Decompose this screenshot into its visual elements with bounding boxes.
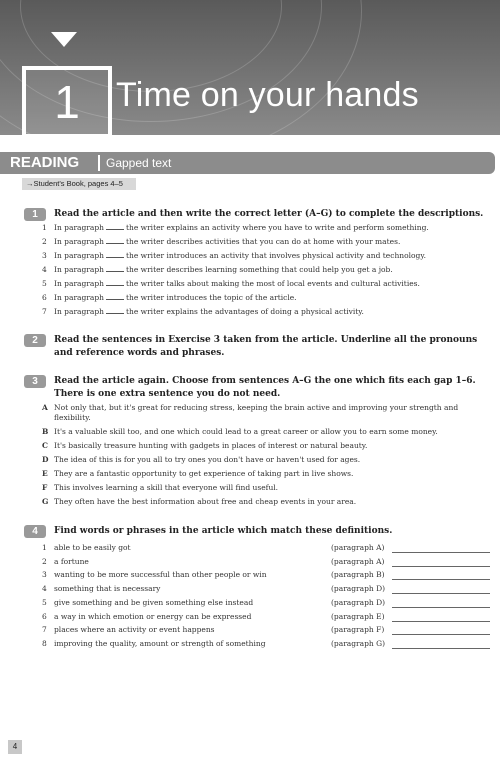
definition-text: wanting to be more successful than other people or win [54, 570, 267, 580]
paragraph-reference: (paragraph D) [331, 597, 386, 607]
section-subtitle: Gapped text [106, 156, 172, 170]
item-text: the writer explains an activity where you have to write and perform something. [126, 223, 429, 232]
section-name: READING [10, 154, 80, 171]
option-letter: F [42, 483, 48, 492]
paragraph-reference: (paragraph F) [331, 625, 385, 635]
item-text: the writer describes learning something that could help you get a job. [126, 265, 393, 274]
option-text: They often have the best information about free and cheap events in your area. [54, 497, 357, 506]
paragraph-reference: (paragraph B) [331, 570, 385, 580]
item-number: 3 [42, 570, 47, 580]
answer-blank[interactable] [106, 271, 124, 272]
definition-item [42, 570, 267, 580]
item-number: 7 [42, 625, 47, 635]
exercise-number-2: 2 [24, 334, 46, 347]
answer-line[interactable] [392, 558, 490, 567]
answer-line[interactable] [392, 613, 490, 622]
answer-line[interactable] [392, 640, 490, 649]
definition-item [42, 639, 266, 649]
definition-item [42, 625, 215, 635]
item-number: 8 [42, 638, 47, 648]
answer-line[interactable] [392, 571, 490, 580]
unit-title: Time on your hands [116, 76, 419, 114]
definition-text: give something and be given something else instead [54, 597, 254, 607]
exercise-2-instruction: Read the sentences in Exercise 3 taken from the article. Underline all the pronouns and reference words and phrases. [54, 335, 478, 358]
answer-blank[interactable] [106, 243, 124, 244]
option-letter: B [42, 427, 49, 436]
definition-text: something that is necessary [54, 584, 161, 594]
exercise-number-3: 3 [24, 375, 46, 388]
paragraph-reference: (paragraph E) [331, 611, 385, 621]
option-letter: C [42, 441, 48, 450]
option-letter: E [42, 469, 48, 478]
definition-item [42, 543, 131, 553]
item-number: 2 [42, 237, 47, 246]
item-prefix: In paragraph [54, 307, 104, 316]
answer-blank[interactable] [106, 285, 124, 286]
definition-item [42, 612, 251, 622]
page-number: 4 [8, 740, 22, 754]
answer-blank[interactable] [106, 257, 124, 258]
definition-item [42, 598, 253, 608]
option-text: Not only that, but it's great for reducing stress, keeping the brain active and improving your strength and flexibility. [54, 403, 459, 422]
list-item [42, 279, 420, 289]
item-number: 4 [42, 265, 47, 274]
answer-line[interactable] [392, 626, 490, 635]
answer-blank[interactable] [106, 229, 124, 230]
paragraph-reference: (paragraph A) [331, 556, 385, 566]
paragraph-reference: (paragraph D) [331, 584, 386, 594]
item-number: 5 [42, 597, 47, 607]
definition-text: a way in which emotion or energy can be expressed [54, 611, 252, 621]
item-prefix: In paragraph [54, 223, 104, 232]
list-item [42, 265, 393, 275]
definition-item [42, 557, 89, 567]
exercise-number-1: 1 [24, 208, 46, 221]
item-text: the writer introduces an activity that involves physical activity and technology. [126, 251, 426, 260]
list-item [42, 251, 426, 261]
answer-blank[interactable] [106, 313, 124, 314]
paragraph-reference: (paragraph G) [331, 638, 386, 648]
definition-text: places where an activity or event happens [54, 625, 215, 635]
answer-line[interactable] [392, 544, 490, 553]
exercise-number-4: 4 [24, 525, 46, 538]
exercise-3-instruction: Read the article again. Choose from sentences A–G the one which fits each gap 1–6. There is one extra sentence you do not need. [54, 376, 476, 399]
unit-header [0, 0, 500, 135]
item-text: the writer describes activities that you can do at home with your mates. [126, 237, 401, 246]
unit-number-box [22, 66, 112, 135]
definition-text: improving the quality, amount or strength of something [54, 638, 266, 648]
list-item [42, 237, 400, 247]
option-text: The idea of this is for you all to try ones you don't have or haven't used for ages. [54, 455, 361, 464]
option-text: They are a fantastic opportunity to get experience of taking part in live shows. [54, 469, 354, 478]
section-banner [0, 152, 495, 174]
item-number: 1 [42, 223, 47, 232]
item-text: the writer explains the advantages of doing a physical activity. [126, 307, 364, 316]
list-item [42, 307, 364, 317]
definition-text: able to be easily got [54, 543, 131, 552]
option-text: This involves learning a skill that everyone will find useful. [54, 483, 279, 492]
item-number: 6 [42, 611, 47, 621]
down-arrow-icon [51, 32, 77, 47]
item-number: 1 [42, 543, 47, 552]
item-prefix: In paragraph [54, 265, 104, 274]
item-text: the writer talks about making the most of local events and cultural activities. [126, 279, 420, 288]
answer-blank[interactable] [106, 299, 124, 300]
item-text: the writer introduces the topic of the article. [126, 293, 297, 302]
item-prefix: In paragraph [54, 279, 104, 288]
option-letter: G [42, 497, 49, 506]
unit-number: 1 [54, 76, 80, 128]
list-item [42, 293, 297, 303]
item-prefix: In paragraph [54, 237, 104, 246]
divider [98, 155, 100, 171]
option-text: It's a valuable skill too, and one which could lead to a great career or allow you to earn some money. [54, 427, 438, 436]
option-text: It's basically treasure hunting with gadgets in places of interest or natural beauty. [54, 441, 368, 450]
item-number: 3 [42, 251, 47, 260]
answer-line[interactable] [392, 599, 490, 608]
option-letter: A [42, 403, 48, 412]
item-number: 7 [42, 307, 47, 316]
option-letter: D [42, 455, 49, 464]
item-number: 2 [42, 556, 47, 566]
definition-text: a fortune [54, 556, 89, 566]
answer-line[interactable] [392, 585, 490, 594]
item-prefix: In paragraph [54, 251, 104, 260]
item-prefix: In paragraph [54, 293, 104, 302]
book-reference: →Student's Book, pages 4–5 [22, 178, 136, 190]
paragraph-reference: (paragraph A) [331, 543, 385, 552]
item-number: 4 [42, 584, 47, 594]
item-number: 6 [42, 293, 47, 302]
exercise-4-instruction: Find words or phrases in the article which match these definitions. [54, 526, 393, 536]
definition-item [42, 584, 160, 594]
list-item [42, 223, 429, 233]
item-number: 5 [42, 279, 47, 288]
exercise-1-instruction: Read the article and then write the correct letter (A–G) to complete the descriptions. [54, 209, 484, 219]
